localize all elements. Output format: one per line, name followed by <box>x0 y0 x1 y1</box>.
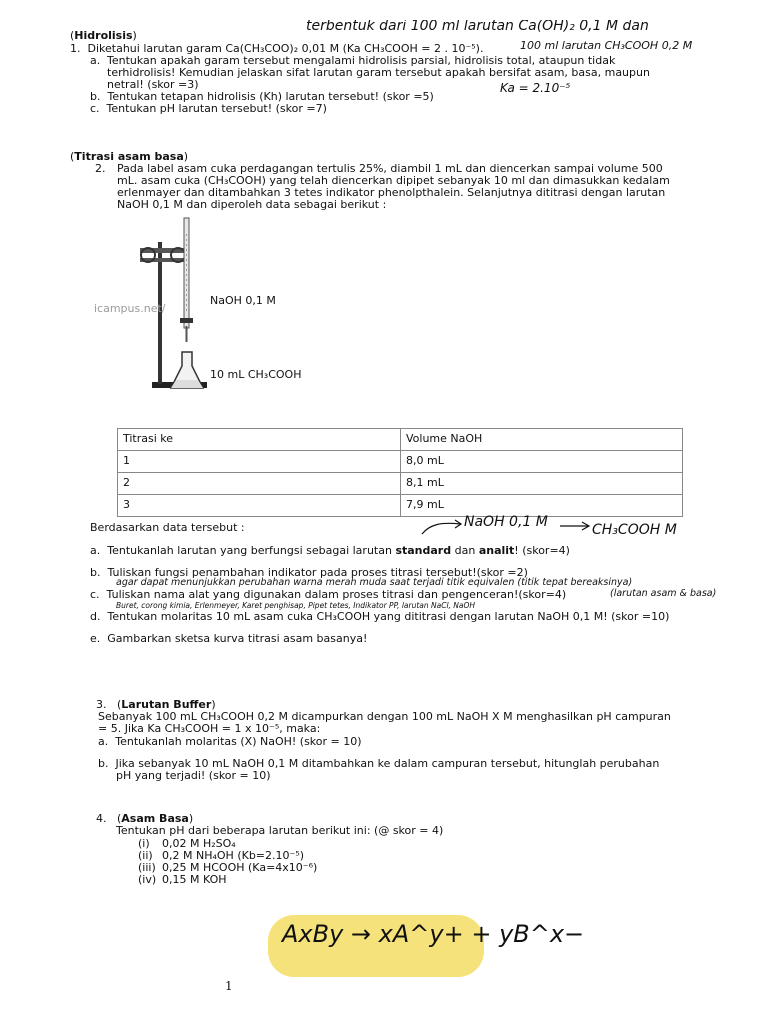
table-row <box>118 451 683 473</box>
titration-figure <box>92 214 302 394</box>
table-cell: 8,1 mL <box>401 473 683 495</box>
section4-item: (ii) 0,2 M NH₄OH (Kb=2.10⁻⁵) <box>138 849 305 862</box>
handwritten-note-line3: Ka = 2.10⁻⁵ <box>500 81 571 95</box>
section3-intro-1: Sebanyak 100 mL CH₃COOH 0,2 M dicampurkan dengan 100 mL NaOH X M menghasilkan pH campuran <box>98 710 671 723</box>
titration-table <box>117 428 683 517</box>
page-number: 1 <box>225 979 233 993</box>
table-cell: 2 <box>118 473 401 495</box>
section2-item-c: c. Tuliskan nama alat yang digunakan dalam proses titrasi dan pengenceran!(skor=4) <box>90 588 567 601</box>
handwritten-answer-2b: agar dapat menunjukkan perubahan warna merah muda saat terjadi titik equivalen (titik tepat bereaksinya) <box>116 577 633 588</box>
handwritten-formula: AxBy → xA^y+ + yB^x− <box>282 920 585 948</box>
section1-question: 1. Diketahui larutan garam Ca(CH₃COO)₂ 0,01 M (Ka CH₃COOH = 2 . 10⁻⁵). <box>70 42 484 55</box>
section2-item-d: d. Tentukan molaritas 10 mL asam cuka CH₃COOH yang dititrasi dengan larutan NaOH 0,1 M! (skor =10) <box>90 610 670 623</box>
section2-item-b: b. Tuliskan fungsi penambahan indikator pada proses titrasi tersebut!(skor =2) <box>90 566 528 579</box>
table-cell: 3 <box>118 495 401 517</box>
section2-based-on: Berdasarkan data tersebut : <box>90 521 245 534</box>
handwritten-naoh: NaOH 0,1 M <box>464 514 548 530</box>
handwritten-note-line2: 100 ml larutan CH₃COOH 0,2 M <box>520 39 693 52</box>
handwritten-answer-2c-side: (larutan asam & basa) <box>610 588 717 599</box>
section3-heading: 3. (Larutan Buffer) <box>96 698 216 711</box>
section2-intro-4: NaOH 0,1 M dan diperoleh data sebagai berikut : <box>117 198 387 211</box>
section4-item: (i) 0,02 M H₂SO₄ <box>138 837 236 850</box>
section3-item-b: b. Jika sebanyak 10 mL NaOH 0,1 M ditambahkan ke dalam campuran tersebut, hitunglah perubahan <box>98 757 660 770</box>
section1-item-c: c. Tentukan pH larutan tersebut! (skor =7) <box>90 102 327 115</box>
label-flask: 10 mL CH₃COOH <box>210 368 302 381</box>
section2-item-a: a. Tentukanlah larutan yang berfungsi sebagai larutan standard dan analit! (skor=4) <box>90 544 570 557</box>
table-header-cell: Volume NaOH <box>401 429 683 451</box>
section2-intro-1: Pada label asam cuka perdagangan tertulis 25%, diambil 1 mL dan diencerkan sampai volume 500 <box>117 162 663 175</box>
table-row <box>118 473 683 495</box>
section4-item: (iii) 0,25 M HCOOH (Ka=4x10⁻⁶) <box>138 861 318 874</box>
handwritten-ch3cooh: CH₃COOH M <box>592 522 677 538</box>
table-cell: 1 <box>118 451 401 473</box>
section3-item-a: a. Tentukanlah molaritas (X) NaOH! (skor = 10) <box>98 735 362 748</box>
section2-intro-2: mL. asam cuka (CH₃COOH) yang telah diencerkan dipipet sebanyak 10 ml dan dimasukkan kedalam <box>117 174 670 187</box>
section3-intro-2: = 5. Jika Ka CH₃COOH = 1 x 10⁻⁵, maka: <box>98 722 321 735</box>
table-header-row <box>118 429 683 451</box>
section1-item-b: b. Tentukan tetapan hidrolisis (Kh) larutan tersebut! (skor =5) <box>90 90 434 103</box>
section3-item-b-2: pH yang terjadi! (skor = 10) <box>116 769 271 782</box>
section4-heading: 4. (Asam Basa) <box>96 812 194 825</box>
section1-heading: (Hidrolisis) <box>70 29 137 42</box>
figure-watermark: icampus.net/ <box>94 302 166 315</box>
table-cell: 7,9 mL <box>401 495 683 517</box>
section4-intro: Tentukan pH dari beberapa larutan berikut ini: (@ skor = 4) <box>116 824 444 837</box>
section2-intro-3: erlenmayer dan ditambahkan 3 tetes indikator phenolpthalein. Selanjutnya dititrasi dengan larutan <box>117 186 666 199</box>
section4-item: (iv) 0,15 M KOH <box>138 873 227 886</box>
label-naoh: NaOH 0,1 M <box>210 294 276 307</box>
section2-number: 2. <box>95 162 106 175</box>
handwritten-note-line1: terbentuk dari 100 ml larutan Ca(OH)₂ 0,1 M dan <box>306 20 649 33</box>
table-header-cell: Titrasi ke <box>118 429 401 451</box>
section2-item-e: e. Gambarkan sketsa kurva titrasi asam basanya! <box>90 632 368 645</box>
burette-stopcock <box>180 318 193 323</box>
section2-heading: (Titrasi asam basa) <box>70 150 189 163</box>
handwritten-answer-2c-tools: Buret, corong kimia, Erlenmeyer, Karet penghisap, Pipet tetes, Indikator PP, larutan NaCl, NaOH <box>116 601 476 610</box>
table-cell: 8,0 mL <box>401 451 683 473</box>
